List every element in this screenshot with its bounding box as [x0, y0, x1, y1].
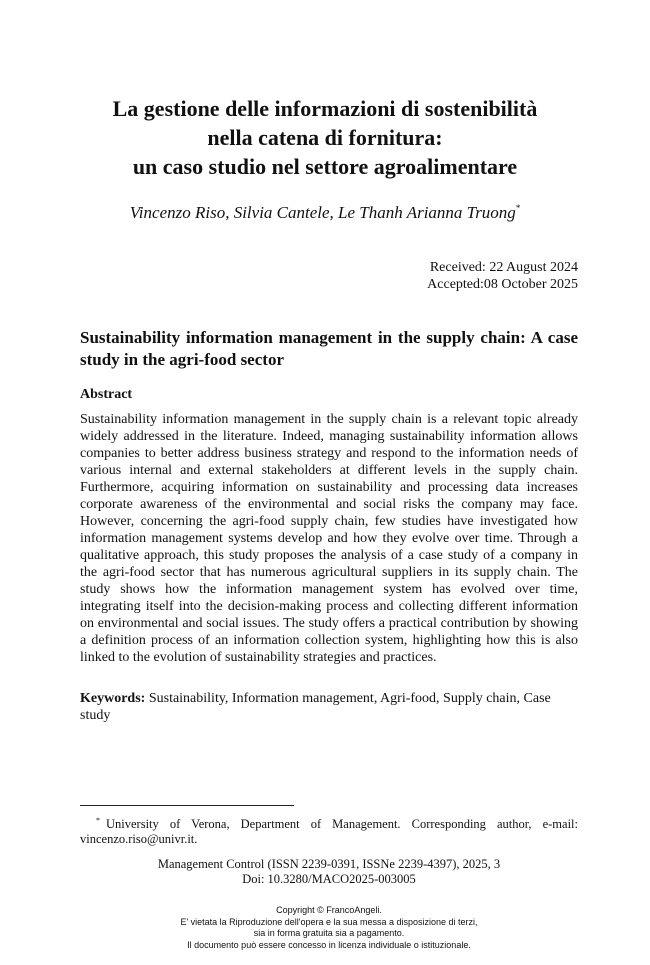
keywords-label: Keywords:: [80, 691, 146, 706]
submission-dates: [427, 259, 578, 293]
author-names: Vincenzo Riso, Silvia Cantele, Le Thanh Arianna Truong: [129, 203, 516, 222]
author-footnote-marker: *: [515, 203, 521, 213]
title-line: nella catena di fornitura:: [207, 125, 443, 150]
abstract-text: Sustainability information management in the supply chain is a relevant topic already widely addressed in the literature. Indeed, managing sustainability information allows companies to better address business strategy and respond to the information needs of various internal and external stakeholders at different levels in the supply chain. Furthermore, acquiring information on sustainability and processing data increases corporate awareness of the environmental and social risks the company may face. However, concerning the agri-food supply chain, few studies have investigated how information management systems develop and how they evolve over time. Through a qualitative approach, this study proposes the analysis of a case study of a company in the agri-food sector that has numerous agricultural suppliers in its supply chain. The study shows how the information management system has evolved over time, integrating itself into the decision-making process and collecting different information on environmental and social issues. The study offers a practical contribution by showing a definition process of an information collection system, highlighting how this is also linked to the evolution of sustainability strategies and practices.: [80, 412, 578, 665]
journal-citation: [80, 857, 578, 887]
copyright-line: Copyright © FrancoAngeli.: [276, 905, 382, 915]
copyright-notice: [80, 905, 578, 951]
author-list: [60, 203, 590, 223]
keywords: [80, 690, 578, 724]
keywords-list: Sustainability, Information management, Agri-food, Supply chain, Case study: [80, 691, 551, 723]
copyright-line: sia in forma gratuita sia a pagamento.: [253, 928, 405, 938]
paper-title: [60, 94, 590, 181]
received-date: Received: 22 August 2024: [429, 260, 578, 275]
title-line: un caso studio nel settore agroalimentare: [132, 154, 518, 179]
journal-issue: Management Control (ISSN 2239-0391, ISSNe 2239-4397), 2025, 3: [157, 857, 501, 871]
accepted-date: Accepted:08 October 2025: [427, 277, 578, 292]
copyright-line: Il documento può essere concesso in licenza individuale o istituzionale.: [187, 939, 471, 950]
abstract-heading: Abstract: [80, 387, 133, 402]
english-title: Sustainability information management in the supply chain: A case study in the agri-food sector: [80, 328, 578, 369]
footnote-marker: *: [96, 816, 100, 825]
footnote: [80, 817, 578, 847]
title-line: La gestione delle informazioni di sostenibilità: [112, 96, 538, 121]
footnote-divider: [80, 805, 294, 806]
copyright-line: E' vietata la Riproduzione dell'opera e la sua messa a disposizione di terzi,: [180, 916, 478, 927]
footnote-text: University of Verona, Department of Management. Corresponding author, e-mail: vincenzo.riso@univr.it.: [80, 817, 578, 846]
journal-doi: Doi: 10.3280/MACO2025-003005: [242, 872, 416, 886]
